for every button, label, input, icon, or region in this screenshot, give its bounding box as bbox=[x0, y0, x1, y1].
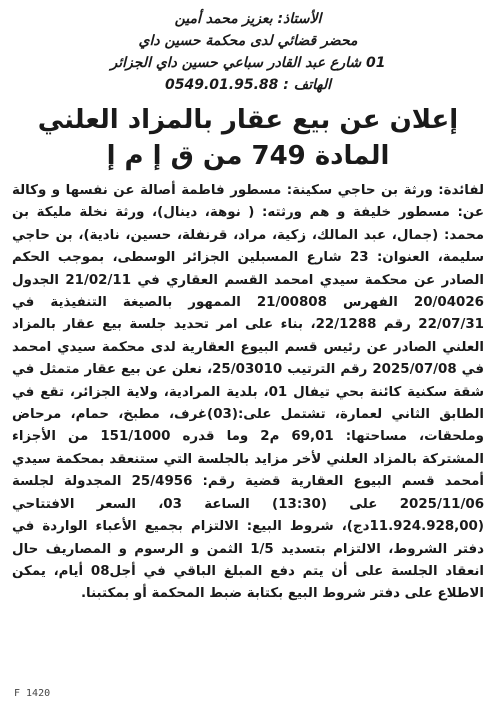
notice-title: إعلان عن بيع عقار بالمزاد العلني bbox=[37, 105, 459, 135]
bailiff-name: الأستاذ: بعزيز محمد أمين bbox=[174, 11, 322, 27]
notice-body: لفائدة: ورثة بن حاجي سكينة: مسطور فاطمة أصالة عن نفسها و وكالة عن: مسطور خليفة و هم ورثته: ( نوهة، دينال)، ورثة نخلة مليكة بن محمد: (جمال، عبد المالك، زكية، مراد، قرنفلة، حسين، نادية)، بن حاجي سليمة، العنوان: 23 شارع المسبلين الجزائر الوسطى، بموجب الحكم الصادر عن محكمة سيدي امحمد القسم العقاري في 21/02/11 الجدول 20/04026 الفهرس 21/00808 الممهور بالصيغة التنفيذية في 22/07/31 رقم 22/1288، بناء على امر تحديد جلسة بيع عقار بالمزاد العلني الصادر عن رئيس قسم البيوع العقارية لدى محكمة سيدي امحمد في 2025/07/08 رقم الترتيب 25/03010، نعلن عن بيع عقار متمثل في شقة سكنية كائنة بحي تيفال 01، بلدية المرادية، ولاية الجزائر، تقع في الطابق الثاني لعمارة، تشتمل على:(03)غرف، مطبخ، حمام، مرحاض وملحقات، مساحتها: 69,01 م2 وما قدره 151/1000 من الأجزاء المشتركة بالمزاد العلني لأخر مزايد بالجلسة التي ستنعقد بمحكمة سيدي أمحمد قسم البيوع العقارية قضية رقم: 25/4956 المجدولة لجلسة 2025/11/06 على (13:30) الساعة 03، السعر الافتتاحي (11.924.928,00دج)، شروط البيع: الالتزام بجميع الأعباء الواردة في دفتر الشروط، الالتزام بتسديد 1/5 الثمن و الرسوم و المصاريف حال انعقاد الجلسة على أن يتم دفع المبلغ الباقي في أجل08 أيام، يمكن الاطلاع على دفتر شروط البيع بكتابة ضبط المحكمة أو بمكتبنا. bbox=[12, 183, 485, 602]
bailiff-header bbox=[12, 8, 484, 96]
notice-subtitle: المادة 749 من ق إ م إ bbox=[106, 141, 390, 171]
bailiff-phone: الهاتف : 0549.01.95.88 bbox=[165, 77, 331, 93]
bailiff-court: محضر قضائي لدى محكمة حسين داي bbox=[138, 33, 358, 49]
reference-code: F 1420 bbox=[14, 688, 51, 699]
bailiff-address: 01 شارع عبد القادر سباعي حسين داي الجزائر bbox=[110, 55, 386, 71]
